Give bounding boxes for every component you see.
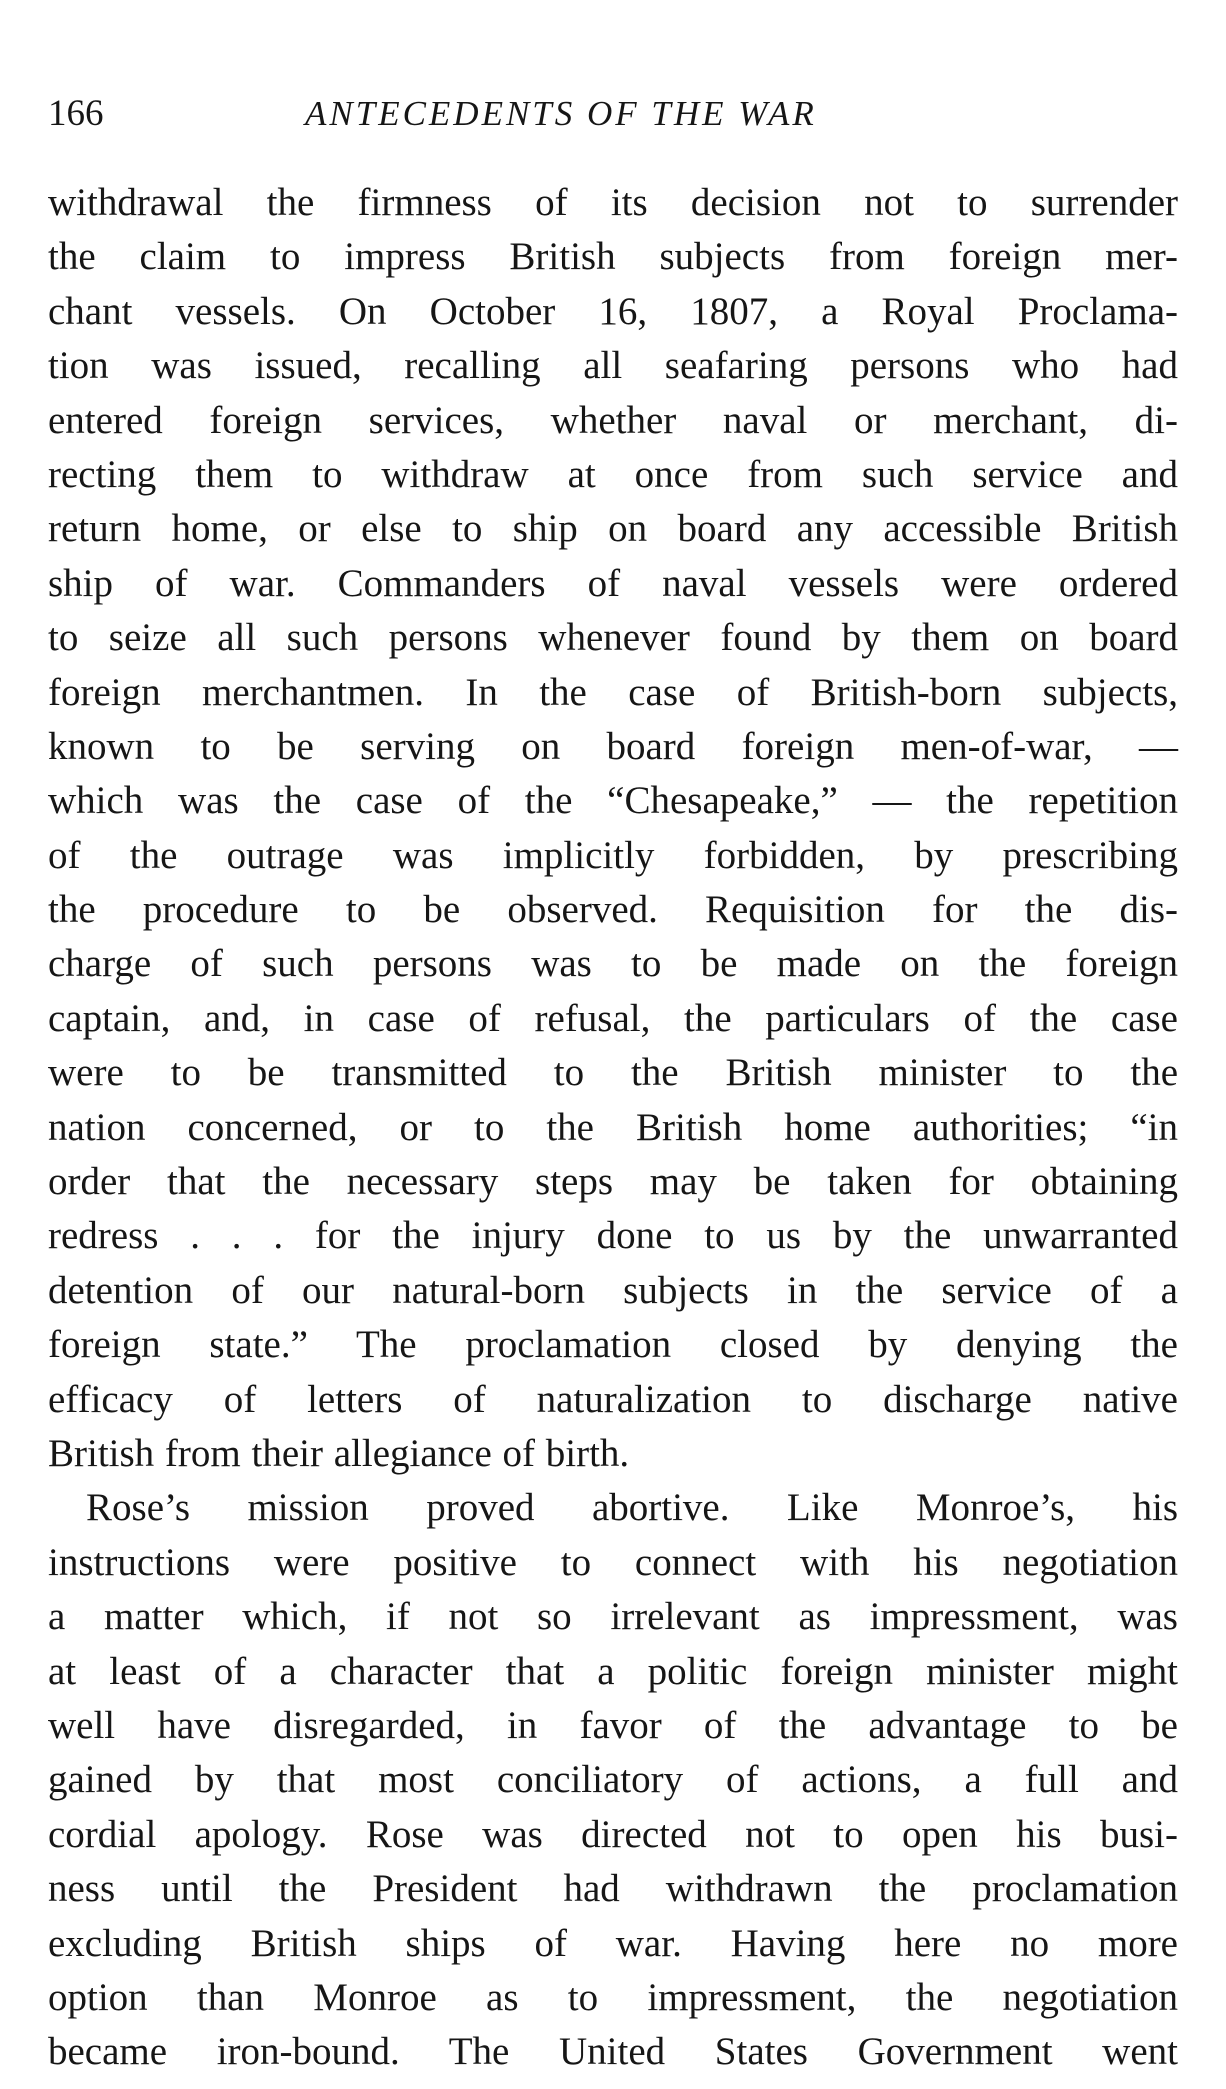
text-line: chant vessels. On October 16, 1807, a Royal Proclama- [48,289,1178,333]
text-line: cordial apology. Rose was directed not to open his busi- [48,1812,1178,1856]
text-line: at least of a character that a politic foreign minister might [48,1649,1178,1693]
page-number: 166 [48,93,104,134]
text-line: captain, and, in case of refusal, the particulars of the case [48,996,1178,1040]
running-title: ANTECEDENTS OF THE WAR [305,94,817,133]
text-line: tion was issued, recalling all seafaring persons who had [48,344,1178,388]
text-line: became iron-bound. The United States Government went [48,2030,1178,2074]
text-line: the procedure to be observed. Requisition for the dis- [48,888,1178,932]
text-line: foreign state.” The proclamation closed by denying the [48,1323,1178,1367]
text-line: British from their allegiance of birth. [48,1431,630,1475]
text-line: were to be transmitted to the British minister to the [48,1051,1178,1095]
text-line: of the outrage was implicitly forbidden, by prescribing [48,833,1178,877]
text-line: recting them to withdraw at once from such service and [48,452,1178,496]
text-line: option than Monroe as to impressment, the negotiation [48,1975,1178,2019]
body-text [48,176,1178,2080]
text-line: a matter which, if not so irrelevant as impressment, was [48,1595,1178,1639]
text-line: order that the necessary steps may be taken for obtaining [48,1160,1178,1204]
text-line: efficacy of letters of naturalization to discharge native [48,1377,1178,1421]
paragraph [48,176,1178,1481]
text-line: to seize all such persons whenever found by them on board [48,616,1178,660]
text-line: instructions were positive to connect with his negotiation [48,1540,1178,1584]
text-line: entered foreign services, whether naval or merchant, di- [48,398,1178,442]
text-line: redress . . . for the injury done to us by the unwarranted [48,1214,1178,1258]
text-line: Rose’s mission proved abortive. Like Monroe’s, his [86,1486,1178,1530]
text-line: ship of war. Commanders of naval vessels were ordered [48,561,1178,605]
text-line: nation concerned, or to the British home authorities; “in [48,1105,1178,1149]
text-line: ness until the President had withdrawn the proclamation [48,1867,1178,1911]
running-head [48,88,1178,140]
text-line: charge of such persons was to be made on the foreign [48,942,1178,986]
paragraph [48,1481,1178,2079]
text-line: known to be serving on board foreign men-of-war, — [48,724,1178,768]
text-line: which was the case of the “Chesapeake,” — the repetition [48,779,1178,823]
text-line: withdrawal the firmness of its decision not to surrender [48,181,1178,224]
text-line: return home, or else to ship on board any accessible British [48,507,1178,551]
text-line: foreign merchantmen. In the case of British-born subjects, [48,670,1178,714]
text-line: gained by that most conciliatory of actions, a full and [48,1758,1178,1802]
text-line: well have disregarded, in favor of the advantage to be [48,1703,1178,1747]
text-line: excluding British ships of war. Having here no more [48,1921,1178,1965]
text-line: detention of our natural-born subjects in the service of a [48,1268,1178,1312]
text-line: the claim to impress British subjects from foreign mer- [48,235,1178,279]
